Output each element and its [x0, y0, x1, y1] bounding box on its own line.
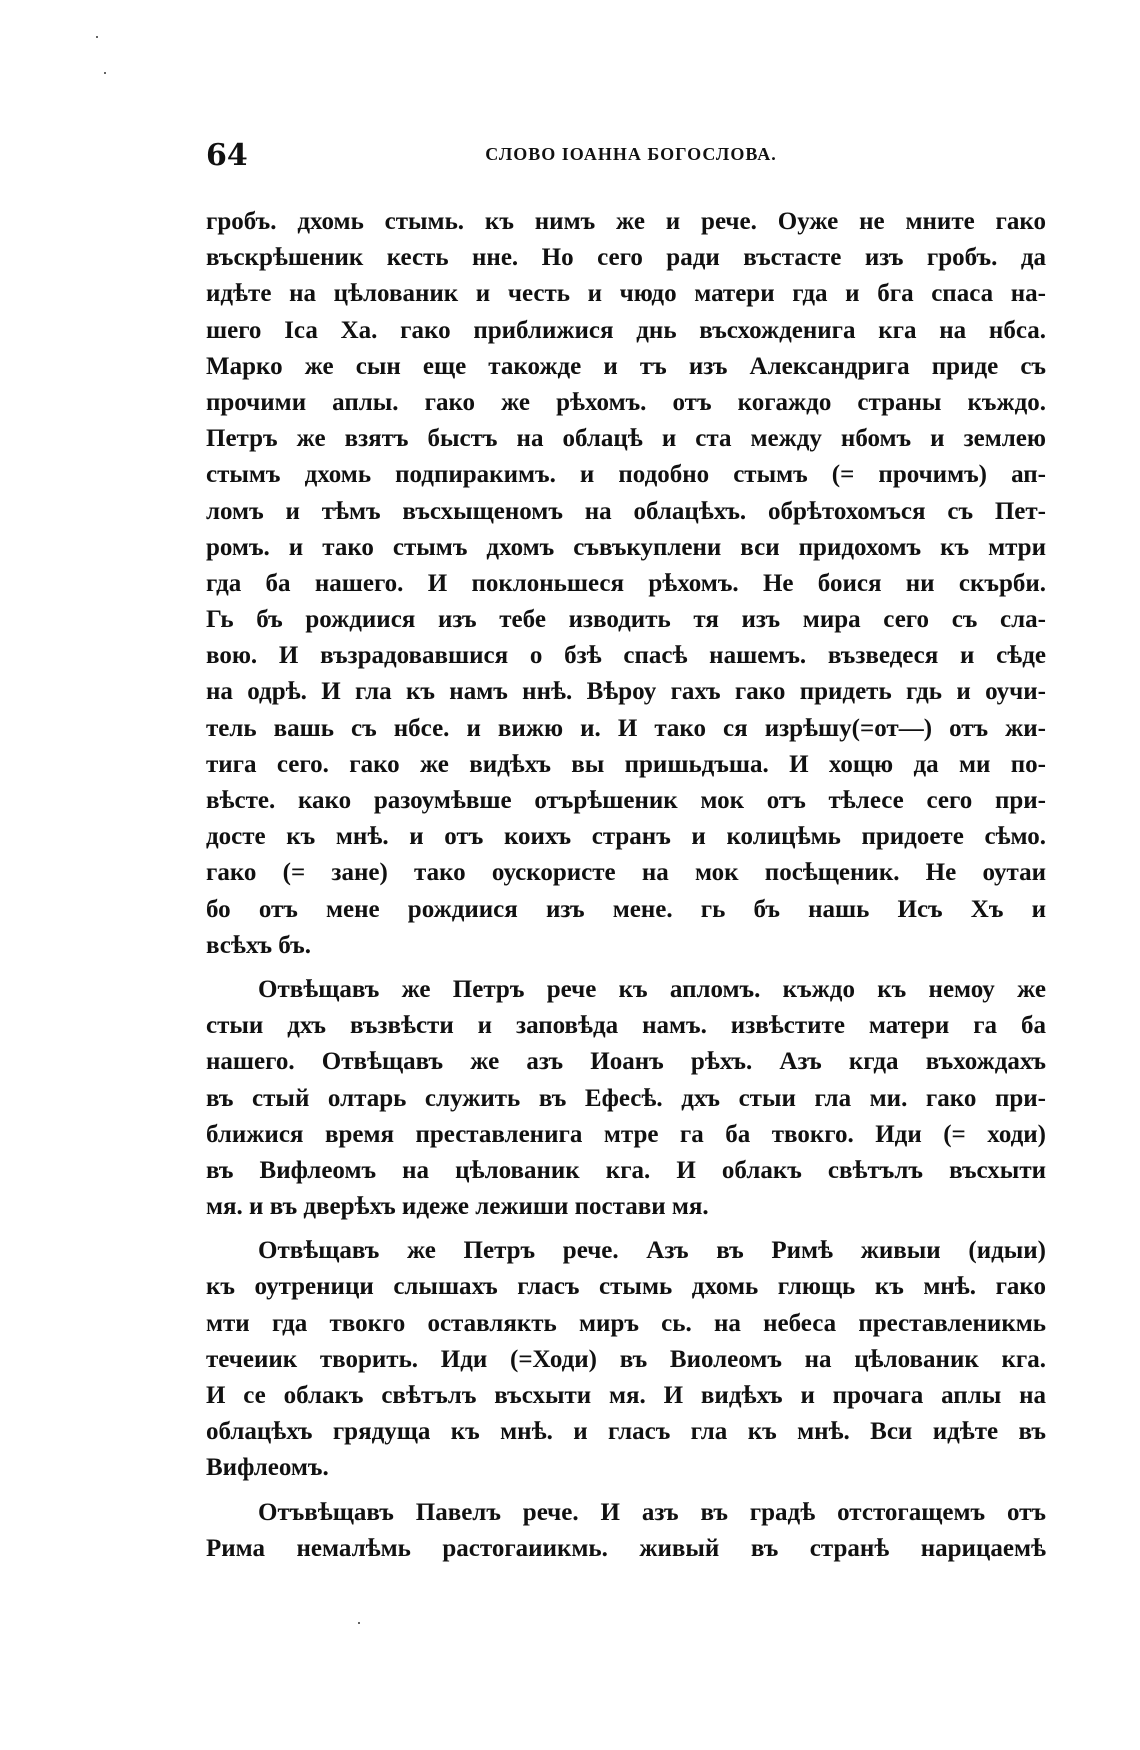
paragraph-3 — [206, 1233, 1046, 1486]
scan-speck — [96, 36, 98, 38]
text-line: Отвѣщавъ же Петръ рече къ апломъ. къждо къ немоу же — [258, 975, 1046, 1003]
text-line: облацѣхъ грядуща къ мнѣ. и гласъ гла къ мнѣ. Вси идѣте въ — [206, 1418, 1046, 1446]
text-line: прочими аплы. гако же рѣхомъ. отъ когаждо страны къждо. — [206, 388, 1046, 416]
text-line: всѣхъ бъ. — [206, 931, 311, 959]
text-line: идѣте на цѣлованик и честь и чюдо матери гда и бга спаса на- — [206, 280, 1046, 308]
paragraph-1 — [206, 204, 1046, 964]
text-line: Марко же сын еще такожде и тъ изъ Александрига приде съ — [206, 352, 1046, 380]
paragraph-2 — [206, 972, 1046, 1225]
text-line: ломъ и тѣмъ въсхыщеномъ на облацѣхъ. обрѣтохомъся съ Пет- — [206, 497, 1046, 525]
text-line: течеиик творить. Иди (=Ходи) въ Виолеомъ на цѣлованик кга. — [206, 1345, 1046, 1373]
text-line: И се облакъ свѣтълъ въсхыти мя. И видѣхъ и прочага аплы на — [206, 1382, 1046, 1409]
scan-speck — [358, 1622, 360, 1624]
page-header — [206, 138, 1056, 178]
text-line: къ оутреници слышахъ гласъ стымь дхомь глющь къ мнѣ. гако — [206, 1273, 1046, 1301]
text-line: тига сего. гако же видѣхъ вы пришьдъша. И хощю да ми по- — [206, 750, 1046, 778]
text-line: вѣсте. како разоумѣвше отърѣшеник мок отъ тѣлесе сего при- — [206, 787, 1046, 814]
text-line: стымъ дхомь подпиракимъ. и подобно стымъ (= прочимъ) ап- — [206, 461, 1046, 489]
text-line: Вифлеомъ. — [206, 1454, 329, 1482]
text-line: Гь бъ рождиися изъ тебе изводить тя изъ мира сего съ сла- — [206, 606, 1046, 634]
text-line: гда ба нашего. И поклоньшеся рѣхомъ. Не боися ни скърби. — [206, 569, 1046, 597]
text-line: Петръ же взятъ быстъ на облацѣ и ста между нбомъ и землею — [206, 425, 1046, 453]
text-line: мти гда твокго оставлякть миръ сь. на небеса преставленикмь — [206, 1309, 1046, 1337]
text-line: въ Вифлеомъ на цѣлованик кга. И облакъ свѣтълъ въсхыти — [206, 1156, 1046, 1184]
text-line: нашего. Отвѣщавъ же азъ Иоанъ рѣхъ. Азъ кгда въхождахъ — [206, 1048, 1046, 1076]
text-line: ближися время преставленига мтре га ба твокго. Иди (= ходи) — [206, 1120, 1046, 1148]
text-line: гако (= зане) тако оускористе на мок посѣщеник. Не оутаи — [206, 859, 1046, 887]
text-line: на одрѣ. И гла къ намъ ннѣ. Вѣроу гахъ гако придеть гдь и оучи- — [206, 678, 1046, 706]
body-text — [206, 204, 1046, 1567]
text-line: Отъвѣщавъ Павелъ рече. И азъ въ градѣ отстогащемъ отъ — [258, 1498, 1046, 1526]
paragraph-gap — [206, 1225, 1046, 1233]
text-line: досте къ мнѣ. и отъ коихъ странъ и колицѣмь придоете сѣмо. — [206, 823, 1046, 851]
text-line: гробъ. дхомь стымь. къ нимъ же и рече. Оуже не мните гако — [206, 208, 1046, 235]
paragraph-gap — [206, 964, 1046, 972]
text-line: вою. И възрадовавшися о бзѣ спасѣ нашемъ. възведеся и сѣде — [206, 642, 1046, 670]
paragraph-4 — [206, 1495, 1046, 1567]
scan-speck — [104, 72, 106, 74]
text-line: въ стый олтарь служить въ Ефесѣ. дхъ стыи гла ми. гако при- — [206, 1084, 1046, 1112]
paragraph-gap — [206, 1487, 1046, 1495]
text-line: ромъ. и тако стымъ дхомъ съвъкуплени вси придохомъ къ мтри — [206, 533, 1046, 561]
running-title: СЛОВО ІОАННА БОГОСЛОВА. — [485, 144, 777, 164]
text-line: стыи дхъ възвѣсти и заповѣда намъ. извѣстите матери га ба — [206, 1012, 1046, 1040]
text-line: мя. и въ дверѣхъ идеже лежиши постави мя. — [206, 1193, 709, 1221]
text-line: бо отъ мене рождиися изъ мене. гь бъ нашь Исъ Хъ и — [206, 895, 1046, 923]
text-line: Рима немалѣмь растогаиикмь. живый въ странѣ нарицаемѣ — [206, 1534, 1046, 1562]
text-line: шего Іса Ха. гако приближися днь въсхожденига кга на нбса. — [206, 316, 1046, 344]
text-line: тель вашь съ нбсе. и вижю и. И тако ся изрѣшу(=от—) отъ жи- — [206, 714, 1046, 742]
page-number: 64 — [206, 138, 248, 173]
text-line: Отвѣщавъ же Петръ рече. Азъ въ Римѣ живыи (идыи) — [258, 1237, 1046, 1265]
text-line: въскрѣшеник кесть нне. Но сего ради въстасте изъ гробъ. да — [206, 244, 1046, 272]
